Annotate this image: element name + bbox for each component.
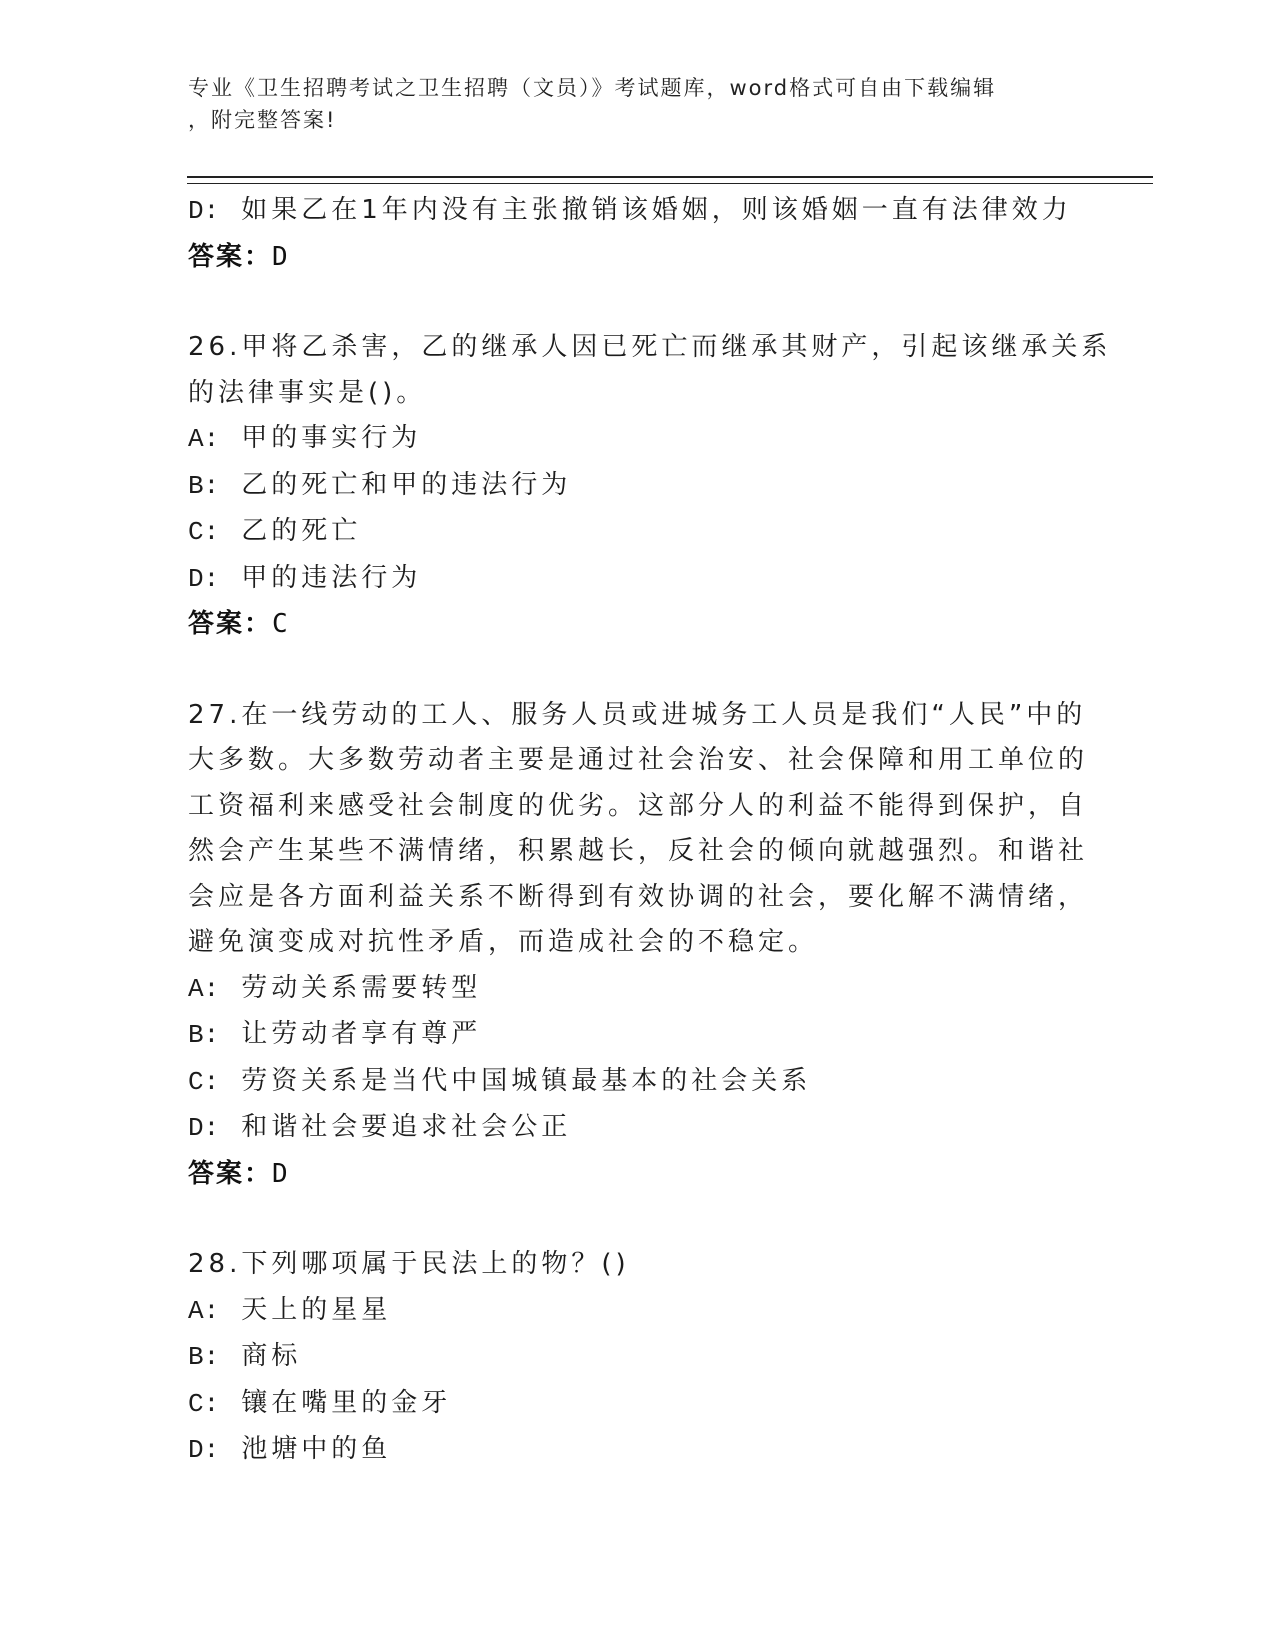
option-d bbox=[188, 556, 1088, 603]
option-c bbox=[188, 1381, 1088, 1428]
option-letter: D: bbox=[188, 1435, 220, 1465]
question-27 bbox=[188, 693, 1088, 1198]
question-28 bbox=[188, 1242, 1088, 1474]
option-d bbox=[188, 1105, 1088, 1152]
question-stem-line: 28.下列哪项属于民法上的物？() bbox=[188, 1249, 630, 1279]
option-b bbox=[188, 1334, 1088, 1381]
question-stem-line: 大多数。大多数劳动者主要是通过社会治安、社会保障和用工单位的 bbox=[188, 745, 1089, 775]
answer-label: 答案： bbox=[188, 609, 273, 639]
option-letter: D: bbox=[188, 563, 220, 594]
answer-value: C bbox=[272, 609, 290, 639]
answer-label: 答案： bbox=[188, 1158, 273, 1189]
option-b bbox=[188, 1012, 1088, 1059]
option-letter: A: bbox=[188, 1295, 220, 1326]
option-text: 天上的星星 bbox=[241, 1294, 392, 1325]
header-divider-thin bbox=[187, 183, 1153, 184]
option-letter: A: bbox=[188, 424, 220, 454]
option-text: 甲的事实行为 bbox=[241, 423, 422, 453]
option-d bbox=[188, 188, 1088, 235]
option-c bbox=[188, 1059, 1088, 1106]
header-line-1: 专业《卫生招聘考试之卫生招聘（文员）》考试题库，word格式可自由下载编辑 bbox=[188, 76, 997, 100]
option-letter: C: bbox=[188, 1388, 220, 1419]
option-letter: B: bbox=[188, 470, 220, 501]
question-stem-line: 27.在一线劳动的工人、服务人员或进城务工人员是我们“人民”中的 bbox=[188, 699, 1087, 730]
header-divider-thick bbox=[187, 176, 1153, 178]
option-text: 让劳动者享有尊严 bbox=[241, 1019, 482, 1049]
question-stem-line: 然会产生某些不满情绪，积累越长，反社会的倾向就越强烈。和谐社 bbox=[188, 836, 1089, 866]
answer-label: 答案： bbox=[188, 241, 273, 272]
option-letter: B: bbox=[188, 1342, 220, 1372]
option-text: 甲的违法行为 bbox=[241, 562, 422, 593]
option-a bbox=[188, 1288, 1088, 1335]
option-letter: B: bbox=[188, 1020, 220, 1050]
option-letter: C: bbox=[188, 1066, 220, 1097]
option-d bbox=[188, 1427, 1088, 1474]
option-text: 劳资关系是当代中国城镇最基本的社会关系 bbox=[241, 1065, 812, 1096]
option-text: 劳动关系需要转型 bbox=[241, 972, 482, 1003]
option-letter: D: bbox=[188, 196, 220, 226]
option-text: 镶在嘴里的金牙 bbox=[241, 1387, 452, 1418]
answer-line bbox=[188, 1152, 1088, 1198]
header-line-2: ，附完整答案! bbox=[188, 108, 337, 132]
question-stem-line: 会应是各方面利益关系不断得到有效协调的社会，要化解不满情绪， bbox=[188, 881, 1089, 912]
option-b bbox=[188, 463, 1088, 510]
answer-line bbox=[188, 602, 1088, 648]
option-letter: C: bbox=[188, 517, 220, 547]
document-header bbox=[188, 72, 1088, 136]
question-stem-line: 26.甲将乙杀害，乙的继承人因已死亡而继承其财产，引起该继承关系 bbox=[188, 332, 1112, 362]
option-text: 如果乙在1年内没有主张撤销该婚姻，则该婚姻一直有法律效力 bbox=[241, 195, 1072, 225]
question-stem-line: 工资福利来感受社会制度的优劣。这部分人的利益不能得到保护，自 bbox=[188, 790, 1089, 821]
question-stem-line: 的法律事实是()。 bbox=[188, 377, 427, 408]
option-a bbox=[188, 966, 1088, 1013]
option-text: 池塘中的鱼 bbox=[241, 1434, 392, 1464]
option-text: 乙的死亡和甲的违法行为 bbox=[241, 469, 572, 500]
question-stem-line: 避免演变成对抗性矛盾，而造成社会的不稳定。 bbox=[188, 927, 819, 957]
option-text: 和谐社会要追求社会公正 bbox=[241, 1112, 572, 1142]
option-text: 乙的死亡 bbox=[241, 516, 362, 546]
option-text: 商标 bbox=[241, 1341, 302, 1371]
option-letter: A: bbox=[188, 973, 220, 1004]
option-letter: D: bbox=[188, 1113, 220, 1143]
question-list bbox=[188, 188, 1112, 1474]
question-26 bbox=[188, 325, 1112, 648]
option-a bbox=[188, 416, 1088, 463]
option-c bbox=[188, 509, 1088, 556]
answer-value: D bbox=[272, 1158, 290, 1189]
answer-value: D bbox=[272, 241, 290, 272]
answer-line bbox=[188, 235, 1088, 281]
